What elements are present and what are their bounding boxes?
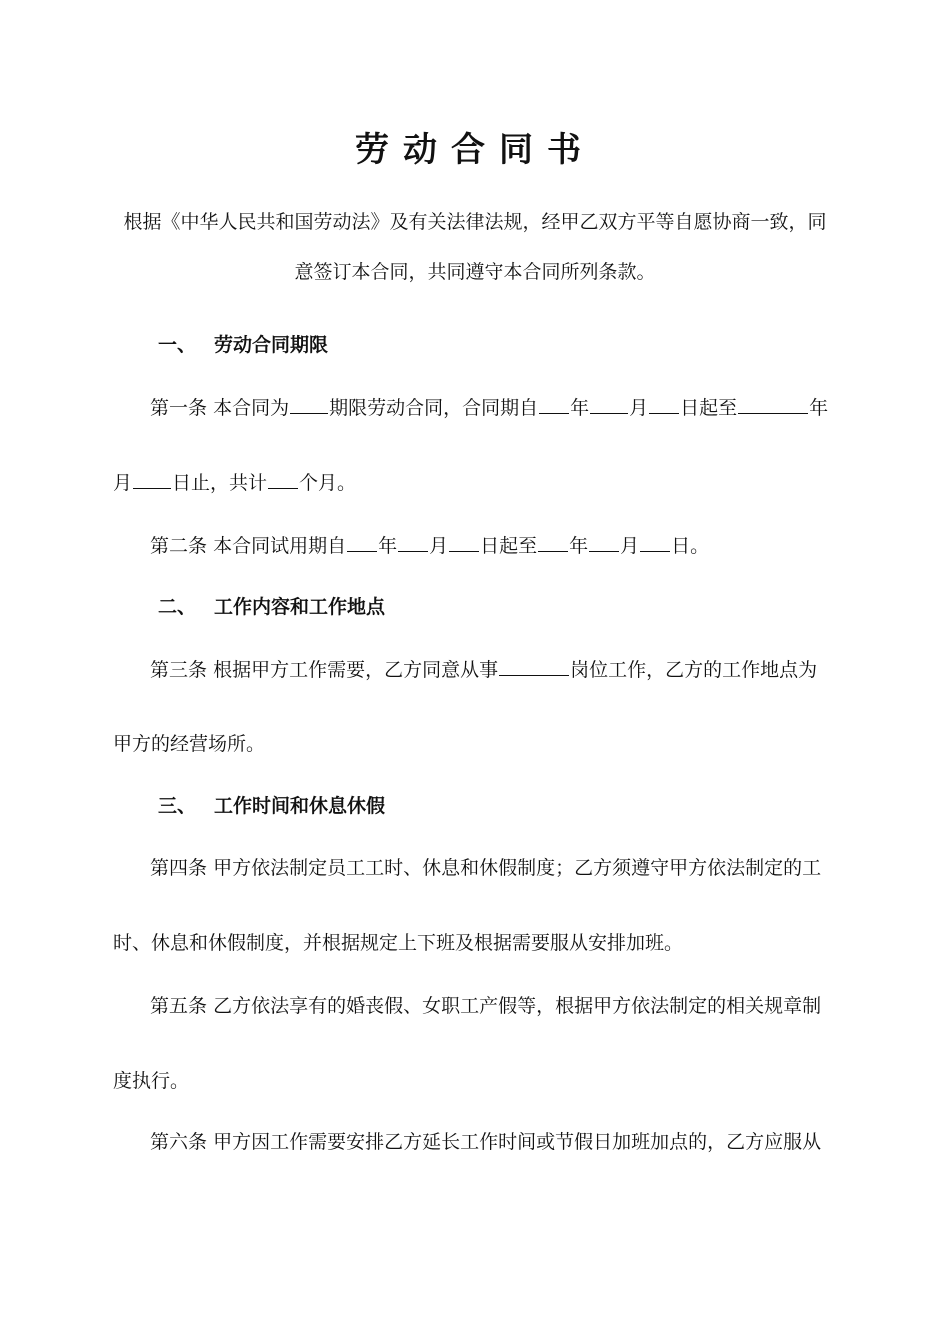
article-label: 第一条 <box>150 397 208 419</box>
article-text: 年 <box>570 397 590 419</box>
intro-line-2: 意签订本合同，共同遵守本合同所列条款。 <box>294 261 656 283</box>
fill-blank <box>290 395 328 414</box>
section-title: 劳动合同期限 <box>214 334 329 356</box>
article-label: 第六条 <box>150 1131 208 1153</box>
article-text: 年 <box>378 535 398 557</box>
article-text: 年 <box>569 535 589 557</box>
section-number: 三、 <box>158 795 197 817</box>
article-2-line-1 <box>150 533 709 558</box>
article-text: 期限劳动合同，合同期自 <box>329 397 539 419</box>
article-3-line-1 <box>150 657 817 682</box>
fill-blank <box>589 533 619 552</box>
fill-blank <box>133 470 171 489</box>
article-6-line-1 <box>150 1130 821 1154</box>
section-heading-3 <box>158 794 385 818</box>
section-heading-1 <box>158 333 328 357</box>
section-title: 工作时间和休息休假 <box>214 795 386 817</box>
section-number: 二、 <box>158 596 197 618</box>
article-text: 月 <box>429 535 449 557</box>
article-1-line-2 <box>113 470 356 495</box>
article-text: 甲方依法制定员工工时、休息和休假制度；乙方须遵守甲方依法制定的工 <box>213 857 822 879</box>
article-4-line-2: 时、休息和休假制度，并根据规定上下班及根据需要服从安排加班。 <box>113 932 684 954</box>
section-number: 一、 <box>158 334 197 356</box>
article-label: 第四条 <box>150 857 208 879</box>
article-label: 第二条 <box>150 535 208 557</box>
fill-blank <box>538 533 568 552</box>
fill-blank <box>398 533 428 552</box>
article-text: 个月。 <box>299 472 357 494</box>
article-text: 日。 <box>671 535 710 557</box>
article-label: 第五条 <box>150 995 208 1017</box>
article-text: 日止，共计 <box>172 472 268 494</box>
section-heading-2 <box>158 595 385 619</box>
fill-blank <box>499 657 569 676</box>
article-text: 月 <box>629 397 649 419</box>
article-text: 月 <box>620 535 640 557</box>
article-text: 根据甲方工作需要，乙方同意从事 <box>213 659 499 681</box>
article-text: 本合同为 <box>213 397 290 419</box>
article-3-line-2: 甲方的经营场所。 <box>113 733 266 755</box>
article-text: 日起至 <box>480 535 538 557</box>
intro-line-1: 根据《中华人民共和国劳动法》及有关法律法规，经甲乙双方平等自愿协商一致，同 <box>123 211 827 233</box>
fill-blank <box>738 395 808 414</box>
article-text: 日起至 <box>680 397 738 419</box>
document-title: 劳动合同书 <box>355 130 595 170</box>
article-5-line-2: 度执行。 <box>113 1070 190 1092</box>
fill-blank <box>539 395 569 414</box>
article-text: 甲方因工作需要安排乙方延长工作时间或节假日加班加点的，乙方应服从 <box>213 1131 822 1153</box>
fill-blank <box>347 533 377 552</box>
article-text: 本合同试用期自 <box>213 535 347 557</box>
fill-blank <box>268 470 298 489</box>
article-1-line-1 <box>150 395 828 420</box>
fill-blank <box>640 533 670 552</box>
article-text: 乙方依法享有的婚丧假、女职工产假等，根据甲方依法制定的相关规章制 <box>213 995 822 1017</box>
article-4-line-1 <box>150 856 821 880</box>
article-label: 第三条 <box>150 659 208 681</box>
section-title: 工作内容和工作地点 <box>214 596 386 618</box>
article-5-line-1 <box>150 994 821 1018</box>
fill-blank <box>649 395 679 414</box>
article-text: 月 <box>113 472 133 494</box>
article-text: 年 <box>809 397 829 419</box>
fill-blank <box>590 395 628 414</box>
fill-blank <box>449 533 479 552</box>
article-text: 岗位工作，乙方的工作地点为 <box>570 659 818 681</box>
